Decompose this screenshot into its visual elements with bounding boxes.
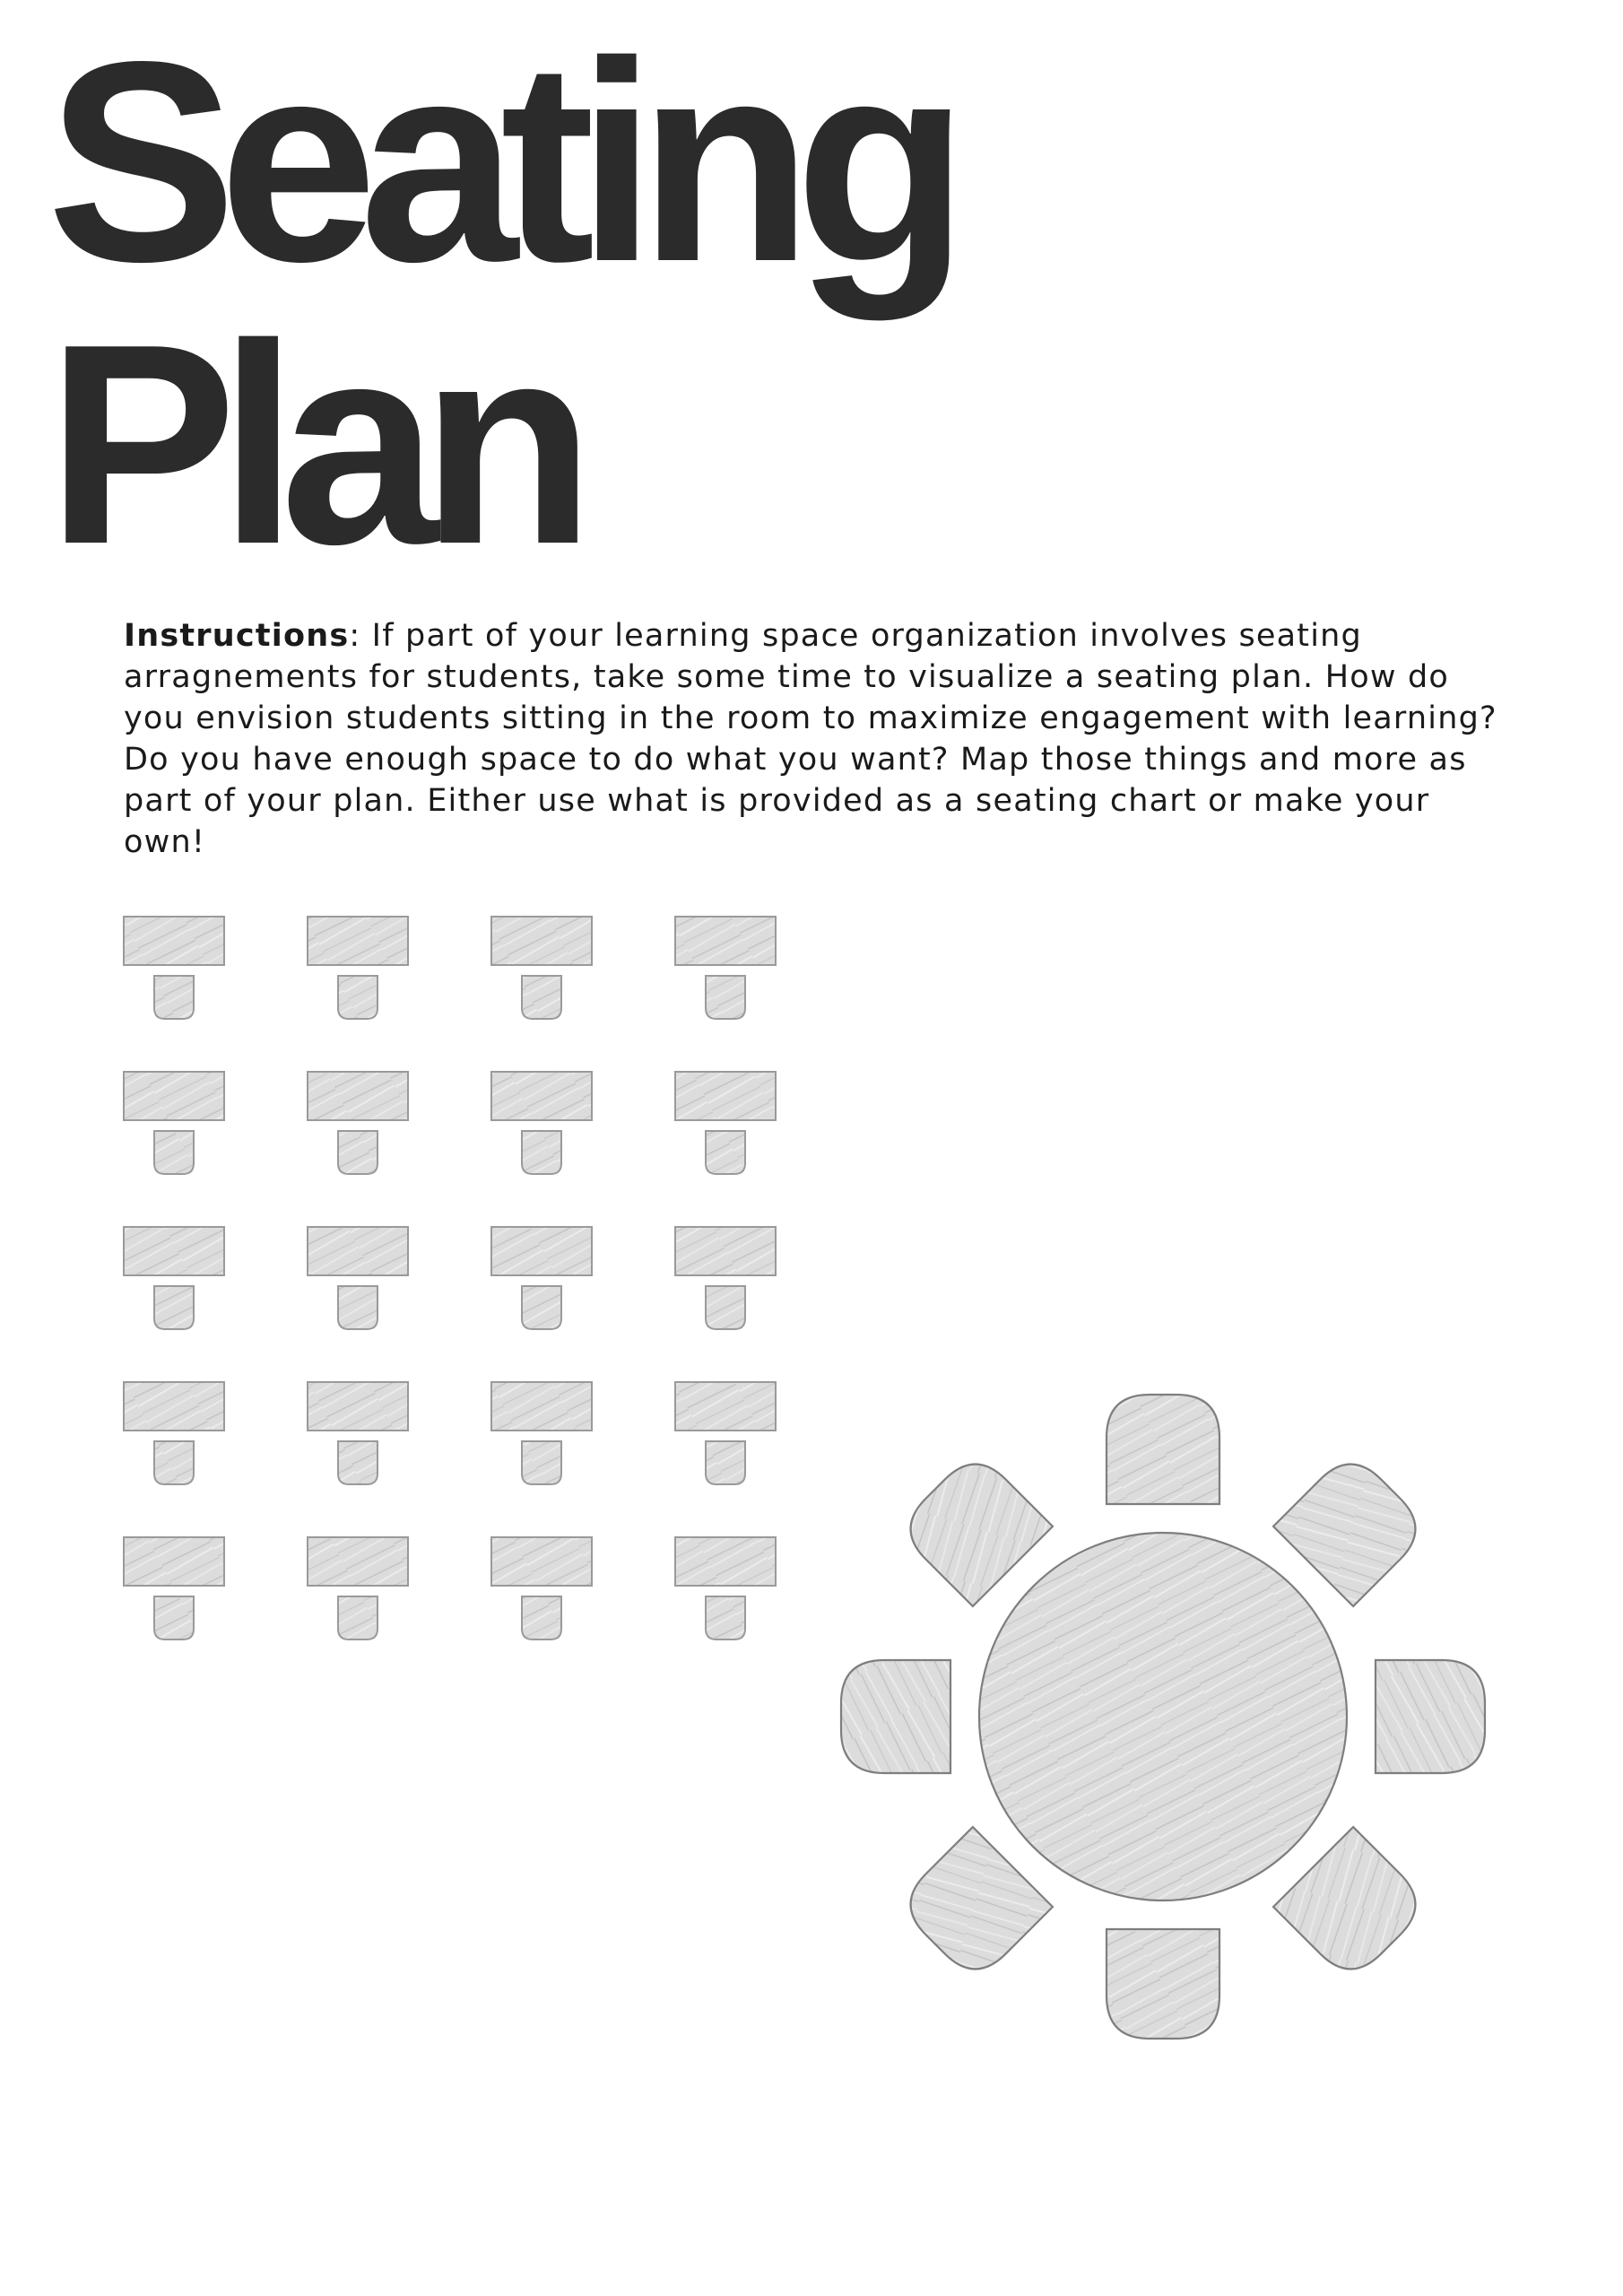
desk-top	[124, 1072, 224, 1120]
desk-top	[675, 1382, 776, 1431]
student-desk	[675, 1072, 776, 1174]
desk-grid	[124, 917, 776, 1639]
desk-chair	[154, 1441, 194, 1484]
student-desk	[308, 1072, 408, 1174]
table-chair	[1107, 1395, 1219, 1504]
student-desk	[308, 1537, 408, 1639]
student-desk	[308, 1382, 408, 1484]
student-desk	[491, 1227, 592, 1329]
desk-chair	[154, 1596, 194, 1639]
desk-chair	[522, 1286, 561, 1329]
desk-chair	[338, 976, 378, 1019]
desk-chair	[522, 976, 561, 1019]
desk-top	[491, 1382, 592, 1431]
desk-chair	[154, 976, 194, 1019]
instructions-text: : If part of your learning space organization involves seating arragnements for students, take some time to visualize a seating plan. How do you envision students sitting in the room to maximize engagement with learning? Do you have enough space to do what you want? Map those things and more as part of your plan. Either use what is provided as a seating chart or make your own!	[124, 618, 1497, 860]
student-desk	[491, 1382, 592, 1484]
desk-top	[675, 1072, 776, 1120]
desk-top	[124, 917, 224, 965]
desk-top	[124, 1537, 224, 1586]
student-desk	[124, 1072, 224, 1174]
desk-top	[675, 1537, 776, 1586]
desk-top	[308, 1382, 408, 1431]
desk-top	[675, 917, 776, 965]
title-plan: Plan	[47, 285, 577, 604]
desk-top	[675, 1227, 776, 1275]
desk-chair	[522, 1596, 561, 1639]
table-chair	[896, 1449, 1053, 1606]
desk-top	[308, 917, 408, 965]
student-desk	[491, 1072, 592, 1174]
table-chair	[1273, 1449, 1430, 1606]
desk-top	[491, 917, 592, 965]
student-desk	[491, 917, 592, 1019]
desk-top	[124, 1382, 224, 1431]
student-desk	[124, 917, 224, 1019]
round-table	[979, 1533, 1347, 1900]
desk-chair	[706, 1441, 745, 1484]
desk-chair	[522, 1441, 561, 1484]
desk-chair	[706, 1131, 745, 1174]
student-desk	[124, 1537, 224, 1639]
desk-top	[308, 1072, 408, 1120]
desk-top	[491, 1072, 592, 1120]
student-desk	[308, 917, 408, 1019]
student-desk	[675, 1227, 776, 1329]
table-chair	[1376, 1660, 1485, 1773]
student-desk	[308, 1227, 408, 1329]
round-table-group	[841, 1395, 1485, 2039]
student-desk	[491, 1537, 592, 1639]
student-desk	[675, 1537, 776, 1639]
student-desk	[124, 1227, 224, 1329]
table-chair	[1273, 1827, 1430, 1984]
desk-chair	[522, 1131, 561, 1174]
table-chair	[896, 1827, 1053, 1984]
title-seating: Seating	[47, 3, 951, 321]
desk-chair	[154, 1131, 194, 1174]
desk-chair	[338, 1286, 378, 1329]
table-chair	[1107, 1929, 1219, 2039]
desk-chair	[338, 1131, 378, 1174]
desk-chair	[706, 976, 745, 1019]
desk-chair	[338, 1596, 378, 1639]
desk-top	[308, 1227, 408, 1275]
table-chair	[841, 1660, 950, 1773]
desk-top	[491, 1537, 592, 1586]
instructions-label: Instructions	[124, 618, 350, 654]
desk-chair	[338, 1441, 378, 1484]
desk-chair	[706, 1596, 745, 1639]
desk-chair	[154, 1286, 194, 1329]
student-desk	[124, 1382, 224, 1484]
desk-chair	[706, 1286, 745, 1329]
desk-top	[491, 1227, 592, 1275]
desk-top	[308, 1537, 408, 1586]
desk-top	[124, 1227, 224, 1275]
student-desk	[675, 917, 776, 1019]
student-desk	[675, 1382, 776, 1484]
